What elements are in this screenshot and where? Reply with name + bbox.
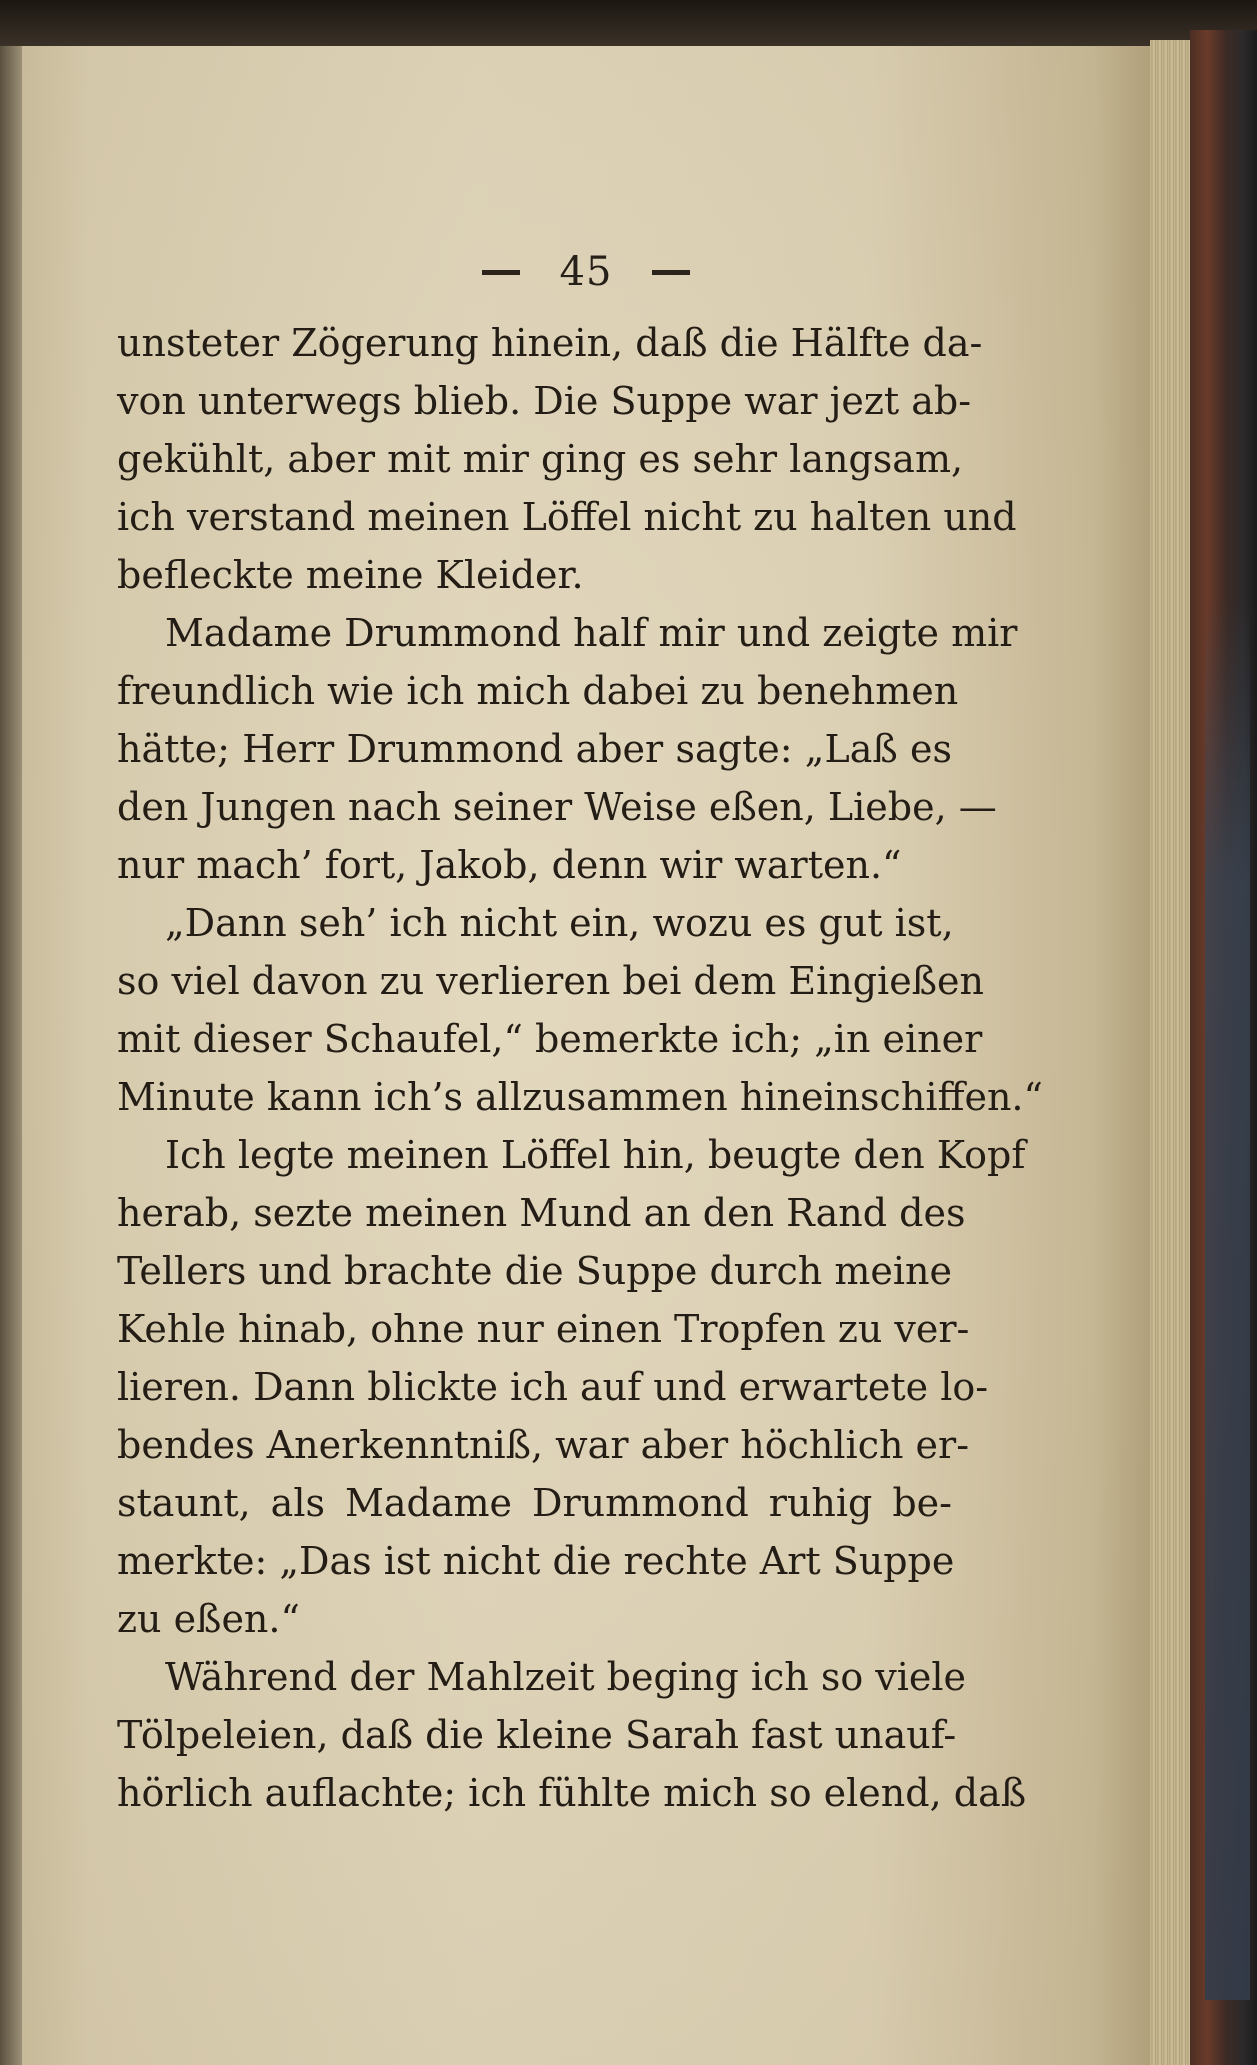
page-text <box>117 314 1043 1822</box>
page-header <box>22 246 1150 295</box>
text-line: den Jungen nach seiner Weise eßen, Liebe, — <box>117 785 997 829</box>
text-line: gekühlt, aber mit mir ging es sehr langsam, <box>117 437 964 481</box>
text-line: ich verstand meinen Löffel nicht zu halten und <box>117 495 1017 539</box>
header-dash-left <box>482 270 520 275</box>
book-page <box>22 46 1150 2065</box>
text-line: lieren. Dann blickte ich auf und erwartete lo- <box>117 1365 989 1409</box>
text-line: freundlich wie ich mich dabei zu benehmen <box>117 669 959 713</box>
text-line: hätte; Herr Drummond aber sagte: „Laß es <box>117 727 952 771</box>
text-line: Tellers und brachte die Suppe durch meine <box>117 1249 952 1293</box>
text-line: Ich legte meinen Löffel hin, beugte den Kopf <box>165 1133 1026 1177</box>
text-line: „Dann seh’ ich nicht ein, wozu es gut ist, <box>165 901 954 945</box>
text-line: nur mach’ fort, Jakob, denn wir warten.“ <box>117 843 902 887</box>
text-line: bendes Anerkenntniß, war aber höchlich er- <box>117 1423 970 1467</box>
text-line: hörlich auflachte; ich fühlte mich so elend, daß <box>117 1771 1027 1815</box>
scan-top-edge <box>0 0 1257 46</box>
paragraph <box>117 314 1017 604</box>
paragraph <box>117 1126 1026 1648</box>
text-line: Während der Mahlzeit beging ich so viele <box>165 1655 967 1699</box>
page-number: 45 <box>559 249 613 295</box>
page-edges <box>1150 40 1190 2065</box>
text-line: befleckte meine Kleider. <box>117 553 584 597</box>
book-cover-cloth <box>1205 600 1250 2000</box>
header-dash-right <box>652 270 690 275</box>
paragraph <box>117 604 1018 894</box>
book-gutter <box>0 46 22 2065</box>
text-line: staunt, als Madame Drummond ruhig be- <box>117 1481 952 1525</box>
text-line: von unterwegs blieb. Die Suppe war jezt ab- <box>117 379 972 423</box>
text-line: unsteter Zögerung hinein, daß die Hälfte da- <box>117 321 983 365</box>
text-line: herab, sezte meinen Mund an den Rand des <box>117 1191 966 1235</box>
text-line: Tölpeleien, daß die kleine Sarah fast unauf- <box>117 1713 957 1757</box>
paragraph <box>117 894 1043 1126</box>
text-line: merkte: „Das ist nicht die rechte Art Suppe <box>117 1539 955 1583</box>
text-line: Kehle hinab, ohne nur einen Tropfen zu ver- <box>117 1307 970 1351</box>
text-line: mit dieser Schaufel,“ bemerkte ich; „in einer <box>117 1017 983 1061</box>
paragraph <box>117 1648 1027 1822</box>
text-line: Madame Drummond half mir und zeigte mir <box>165 611 1018 655</box>
text-line: Minute kann ich’s allzusammen hineinschiffen.“ <box>117 1075 1043 1119</box>
text-line: so viel davon zu verlieren bei dem Eingießen <box>117 959 985 1003</box>
text-line: zu eßen.“ <box>117 1597 300 1641</box>
